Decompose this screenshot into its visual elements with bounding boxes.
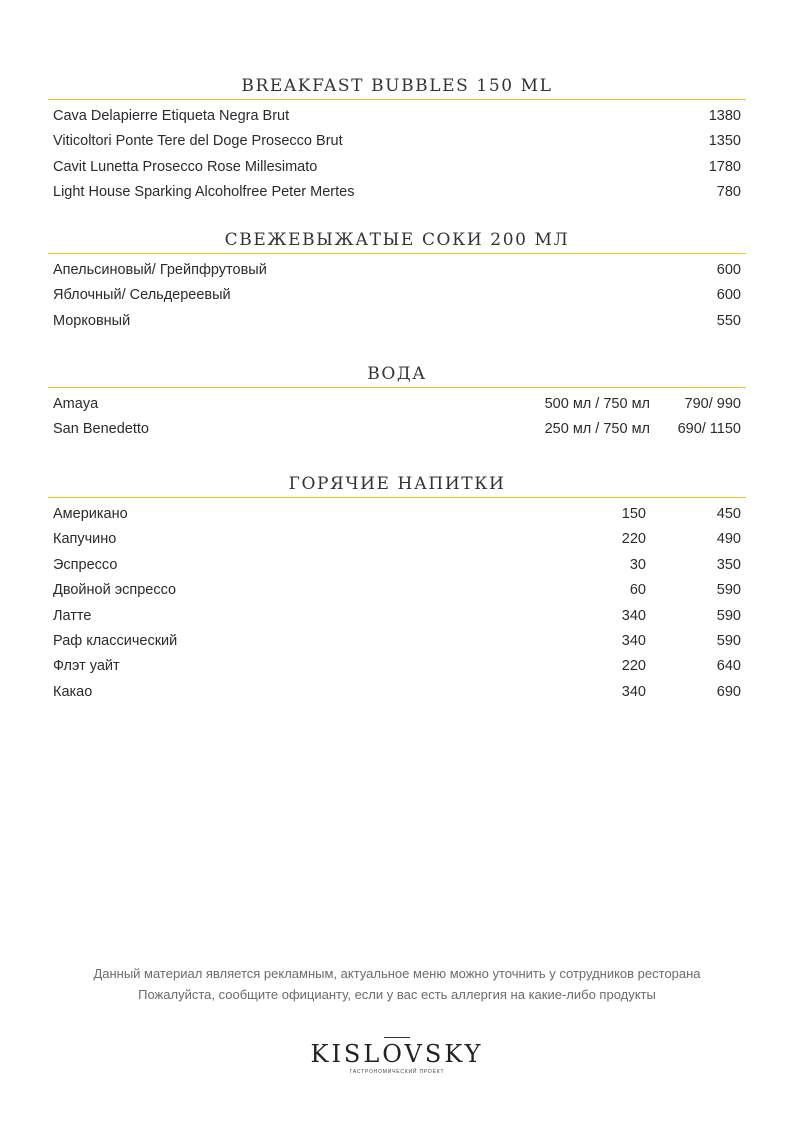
menu-item bbox=[48, 553, 746, 578]
item-name: Флэт уайт bbox=[53, 658, 120, 675]
item-price-small: 340 bbox=[621, 683, 646, 700]
item-price: 690 bbox=[716, 683, 741, 700]
menu-item bbox=[48, 155, 746, 180]
logo-subtitle: ГАСТРОНОМИЧЕСКИЙ ПРОЕКТ bbox=[349, 1069, 445, 1075]
section-title: BREAKFAST BUBBLES 150 ML bbox=[241, 76, 553, 96]
menu-item bbox=[48, 104, 746, 129]
item-price-small: 150 bbox=[621, 506, 646, 522]
item-price: 450 bbox=[716, 506, 741, 522]
item-price: 490 bbox=[716, 531, 741, 548]
menu-item bbox=[48, 180, 746, 205]
logo-accent-line bbox=[384, 1037, 410, 1038]
logo-wordmark: KISLOVSKY bbox=[310, 1040, 484, 1068]
section-breakfast-bubbles bbox=[48, 76, 746, 206]
item-name: Двойной эспрессо bbox=[53, 582, 177, 599]
item-price: 590 bbox=[716, 582, 741, 599]
item-name: Раф классический bbox=[53, 632, 178, 649]
item-price: 600 bbox=[716, 287, 741, 304]
section-title: ВОДА bbox=[367, 364, 427, 384]
item-name: Light House Sparking Alcoholfree Peter Mertes bbox=[53, 184, 355, 201]
item-price: 600 bbox=[716, 262, 741, 278]
item-price: 640 bbox=[716, 658, 741, 675]
item-name: Латте bbox=[53, 607, 92, 624]
item-name: Amaya bbox=[53, 396, 99, 412]
allergy-notice: Пожалуйста, сообщите официанту, если у вас есть аллергия на какие-либо продукты bbox=[138, 987, 656, 1002]
footer-disclaimer bbox=[0, 963, 794, 1005]
section-title: СВЕЖЕВЫЖАТЫЕ СОКИ 200 МЛ bbox=[224, 230, 570, 250]
item-price: 1780 bbox=[708, 158, 741, 175]
item-volume: 500 мл / 750 мл bbox=[544, 396, 650, 412]
item-volume: 250 мл / 750 мл bbox=[544, 421, 650, 438]
menu-item bbox=[48, 604, 746, 629]
item-name: Эспрессо bbox=[53, 556, 118, 573]
item-name: San Benedetto bbox=[53, 421, 149, 438]
item-name: Капучино bbox=[53, 531, 117, 548]
item-price: 1350 bbox=[708, 133, 741, 150]
menu-item bbox=[48, 527, 746, 552]
item-price: 780 bbox=[716, 184, 741, 201]
menu-item bbox=[48, 129, 746, 154]
menu-item bbox=[48, 392, 746, 417]
menu-item bbox=[48, 680, 746, 705]
menu-item bbox=[48, 578, 746, 603]
item-name: Viticoltori Ponte Tere del Doge Prosecco Brut bbox=[53, 133, 343, 150]
menu-item bbox=[48, 417, 746, 442]
section-water bbox=[48, 364, 746, 443]
item-price: 590 bbox=[716, 607, 741, 624]
item-name: Американо bbox=[53, 506, 128, 522]
menu-item bbox=[48, 654, 746, 679]
item-name: Яблочный/ Сельдереевый bbox=[53, 287, 231, 304]
item-price: 690/ 1150 bbox=[677, 421, 741, 438]
menu-item bbox=[48, 629, 746, 654]
section-fresh-juices bbox=[48, 230, 746, 334]
item-name: Cavit Lunetta Prosecco Rose Millesimato bbox=[53, 158, 318, 175]
menu-item bbox=[48, 502, 746, 527]
item-name: Cava Delapierre Etiqueta Negra Brut bbox=[53, 108, 290, 124]
disclaimer-line: Данный материал является рекламным, актуальное меню можно уточнить у сотрудников ресторана bbox=[93, 966, 701, 981]
item-price-small: 60 bbox=[629, 582, 646, 599]
item-price: 1380 bbox=[708, 108, 741, 124]
menu-item bbox=[48, 283, 746, 308]
item-name: Апельсиновый/ Грейпфрутовый bbox=[53, 262, 267, 278]
item-price-small: 220 bbox=[621, 531, 646, 548]
menu-item bbox=[48, 258, 746, 283]
section-title: ГОРЯЧИЕ НАПИТКИ bbox=[288, 474, 506, 494]
item-price-small: 220 bbox=[621, 658, 646, 675]
item-price: 550 bbox=[716, 312, 741, 329]
item-price: 350 bbox=[716, 556, 741, 573]
item-price: 590 bbox=[716, 632, 741, 649]
item-price-small: 340 bbox=[621, 607, 646, 624]
item-price-small: 340 bbox=[621, 632, 646, 649]
section-hot-drinks bbox=[48, 474, 746, 705]
item-name: Морковный bbox=[53, 312, 131, 329]
item-price: 790/ 990 bbox=[684, 396, 741, 412]
brand-logo bbox=[0, 1040, 794, 1076]
item-price-small: 30 bbox=[629, 556, 646, 573]
menu-item bbox=[48, 309, 746, 334]
item-name: Какао bbox=[53, 683, 93, 700]
